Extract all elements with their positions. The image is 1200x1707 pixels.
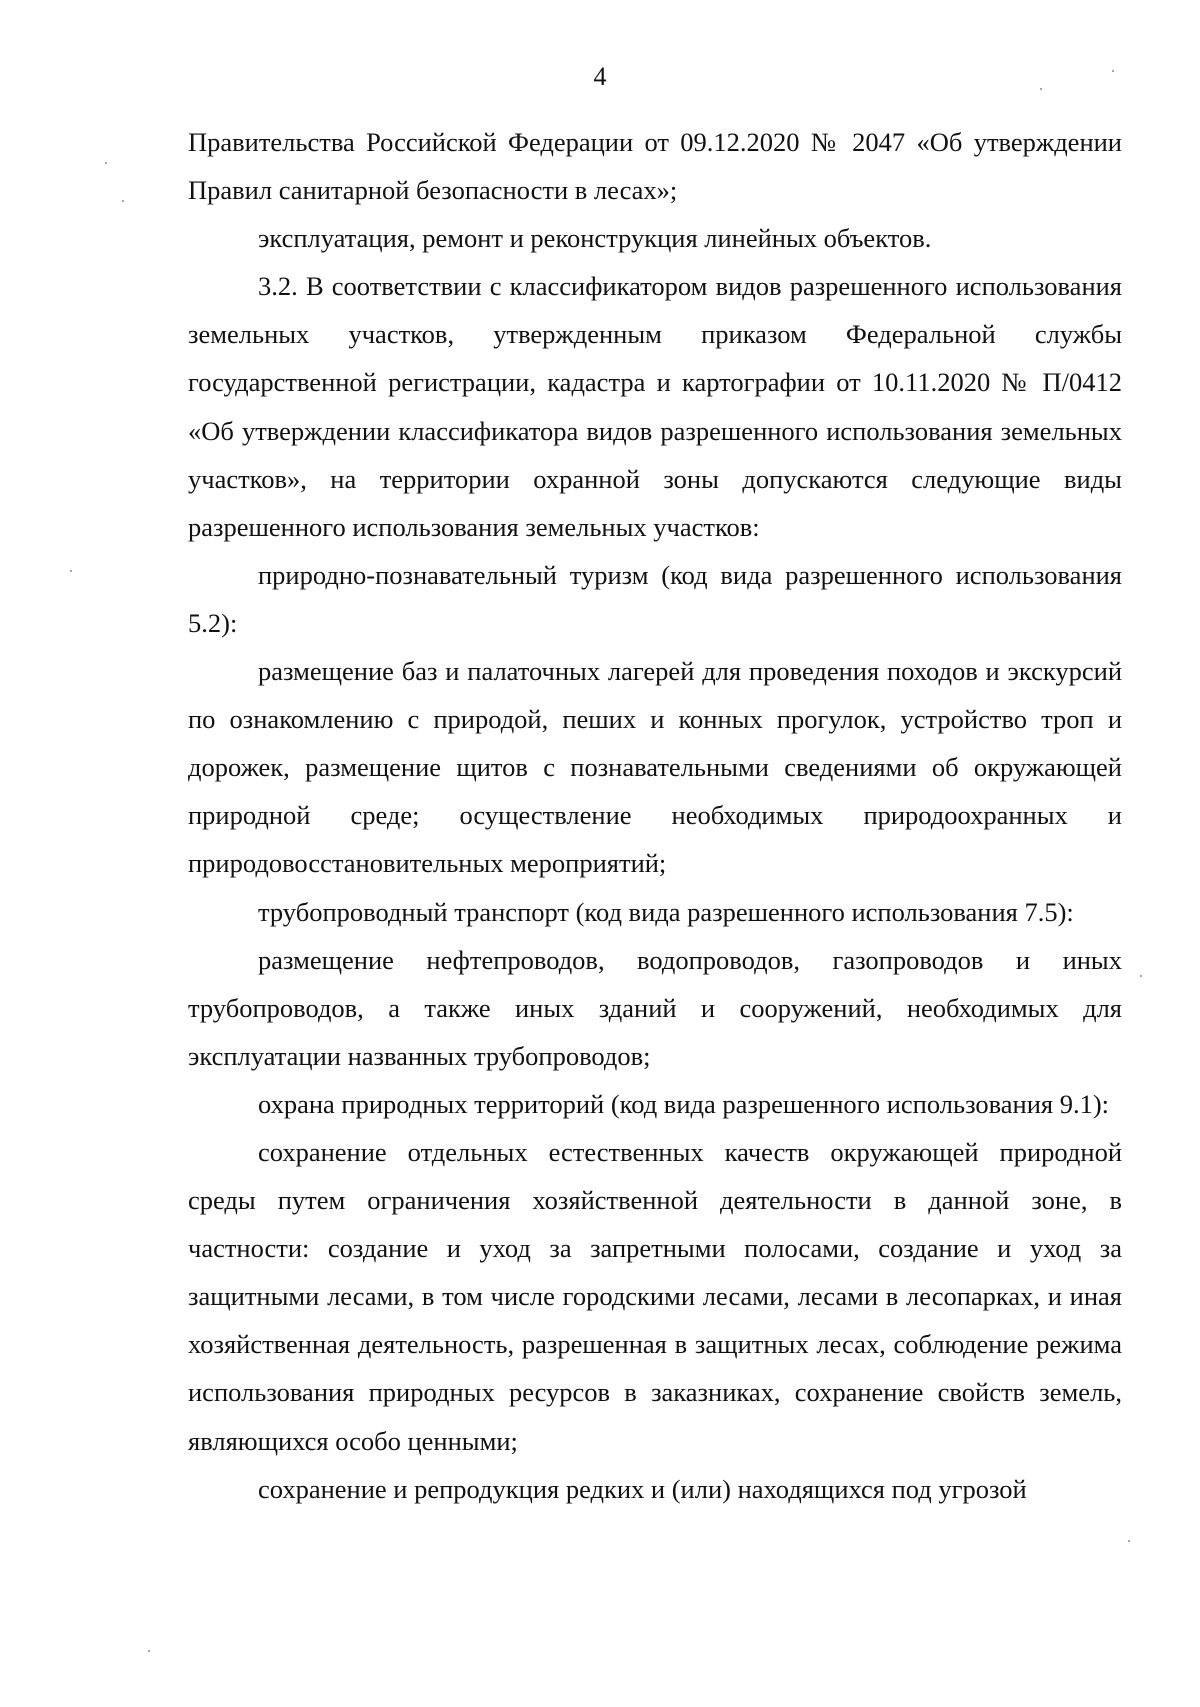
paragraph-9: сохранение отдельных естественных качеств окружающей природной среды путем ограничения хозяйственной деятельности в данной зоне, в частности: создание и уход за запретными полосами, создание и уход за защитными лесами, в том числе городскими лесами, лесами в лесопарках, и иная хозяйственная деятельность, разрешенная в защитных лесах, соблюдение режима использования природных ресурсов в заказниках, сохранение свойств земель, являющихся особо ценными;	[188, 1136, 1122, 1456]
paragraph-2: эксплуатация, ремонт и реконструкция линейных объектов.	[258, 223, 932, 254]
scan-speck	[1140, 975, 1142, 977]
scan-speck	[105, 162, 107, 164]
scan-speck	[148, 1650, 150, 1652]
paragraph-6: трубопроводный транспорт (код вида разрешенного использования 7.5):	[258, 896, 1074, 927]
scan-speck	[1040, 88, 1042, 90]
page-number: 4	[593, 62, 607, 91]
paragraph-3: 3.2. В соответствии с классификатором видов разрешенного использования земельных участков, утвержденным приказом Федеральной службы государственной регистрации, кадастра и картографии от 10.11.2020 № П/0412 «Об утверждении классификатора видов разрешенного использования земельных участков», на территории охранной зоны допускаются следующие виды разрешенного использования земельных участков:	[188, 271, 1122, 542]
paragraph-5: размещение баз и палаточных лагерей для проведения походов и экскурсий по ознакомлению с природой, пеших и конных прогулок, устройство троп и дорожек, размещение щитов с познавательными сведениями об окружающей природной среде; осуществление необходимых природоохранных и природовосстановительных мероприятий;	[188, 656, 1122, 879]
scan-speck	[122, 200, 124, 202]
scan-speck	[1128, 1540, 1130, 1542]
paragraph-4: природно-познавательный туризм (код вида разрешенного использования 5.2):	[188, 559, 1122, 638]
paragraph-1: Правительства Российской Федерации от 09.12.2020 № 2047 «Об утверждении Правил санитарной безопасности в лесах»;	[188, 127, 1122, 206]
paragraph-10: сохранение и репродукция редких и (или) находящихся под угрозой	[258, 1473, 1027, 1504]
scan-speck	[70, 570, 72, 572]
paragraph-8: охрана природных территорий (код вида разрешенного использования 9.1):	[258, 1088, 1110, 1119]
paragraph-7: размещение нефтепроводов, водопроводов, газопроводов и иных трубопроводов, а также иных зданий и сооружений, необходимых для эксплуатации названных трубопроводов;	[188, 944, 1122, 1071]
document-body	[188, 118, 1122, 1513]
scan-speck	[1112, 70, 1114, 72]
